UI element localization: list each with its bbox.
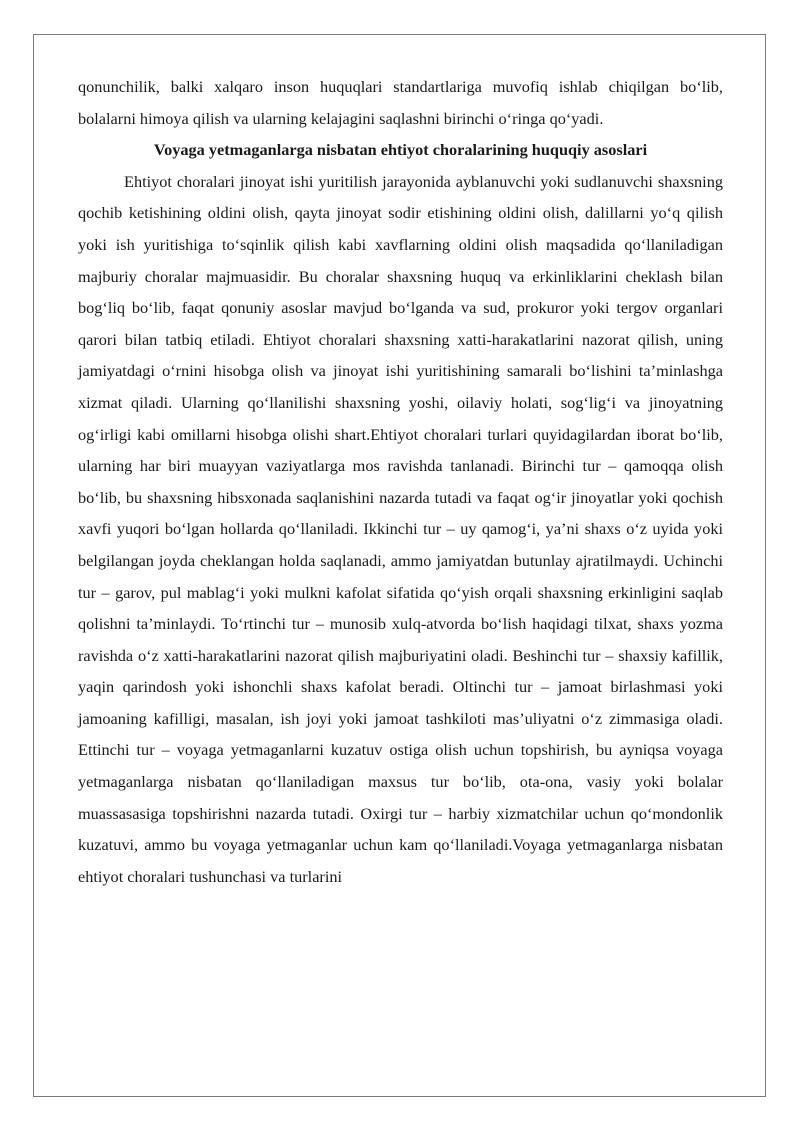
paragraph-continuation: qonunchilik, balki xalqaro inson huquqlari standartlariga muvofiq ishlab chiqilgan bo‘lib, bolalarni himoya qilish va ularning kelajagini saqlashni birinchi o‘ringa qo‘yadi. — [78, 77, 723, 128]
paragraph-main: Ehtiyot choralari jinoyat ishi yuritilish jarayonida ayblanuvchi yoki sudlanuvchi shaxsning qochib ketishining oldini olish, qayta jinoyat sodir etishining oldini olish, dalillarni yo‘q qilish yoki ish yuritishiga to‘sqinlik qilish kabi xavflarning oldini olish maqsadida qo‘llaniladigan majburiy choralar majmuasidir. Bu choralar shaxsning huquq va erkinliklarini cheklash bilan bog‘liq bo‘lib, faqat qonuniy asoslar mavjud bo‘lganda va sud, prokuror yoki tergov organlari qarori bilan tatbiq etiladi. Ehtiyot choralari shaxsning xatti-harakatlarini nazorat qilish, uning jamiyatdagi o‘rnini hisobga olish va jinoyat ishi yuritishining samarali bo‘lishini ta’minlashga xizmat qiladi. Ularning qo‘llanilishi shaxsning yoshi, oilaviy holati, sog‘lig‘i va jinoyatning og‘irligi kabi omillarni hisobga olishi shart.Ehtiyot choralari turlari quyidagilardan iborat bo‘lib, ularning har biri muayyan vaziyatlarga mos ravishda tanlanadi. Birinchi tur – qamoqqa olish bo‘lib, bu shaxsning hibsxonada saqlanishini nazarda tutadi va faqat og‘ir jinoyatlar yoki qochish xavfi yuqori bo‘lgan hollarda qo‘llaniladi. Ikkinchi tur – uy qamog‘i, ya’ni shaxs o‘z uyida yoki belgilangan joyda cheklangan holda saqlanadi, ammo jamiyatdan butunlay ajratilmaydi. Uchinchi tur – garov, pul mablag‘i yoki mulkni kafolat sifatida qo‘yish orqali shaxsning erkinligini saqlab qolishni ta’minlaydi. To‘rtinchi tur – munosib xulq-atvorda bo‘lish haqidagi tilxat, shaxs yozma ravishda o‘z xatti-harakatlarini nazorat qilish majburiyatini oladi. Beshinchi tur – shaxsiy kafillik, yaqin qarindosh yoki ishonchli shaxs kafolat beradi. Oltinchi tur – jamoat birlashmasi yoki jamoaning kafilligi, masalan, ish joyi yoki jamoat tashkiloti mas’uliyatni o‘z zimmasiga oladi. Ettinchi tur – voyaga yetmaganlarni kuzatuv ostiga olish uchun topshirish, bu ayniqsa voyaga yetmaganlarga nisbatan qo‘llaniladigan maxsus tur bo‘lib, ota-ona, vasiy yoki bolalar muassasasiga topshirishni nazarda tutadi. Oxirgi tur – harbiy xizmatchilar uchun qo‘mondonlik kuzatuvi, ammo bu voyaga yetmaganlar uchun kam qo‘llaniladi.Voyaga yetmaganlarga nisbatan ehtiyot choralari tushunchasi va turlarini — [78, 171, 723, 886]
document-body — [78, 71, 723, 892]
section-heading: Voyaga yetmaganlarga nisbatan ehtiyot choralarining huquqiy asoslari — [153, 140, 648, 160]
